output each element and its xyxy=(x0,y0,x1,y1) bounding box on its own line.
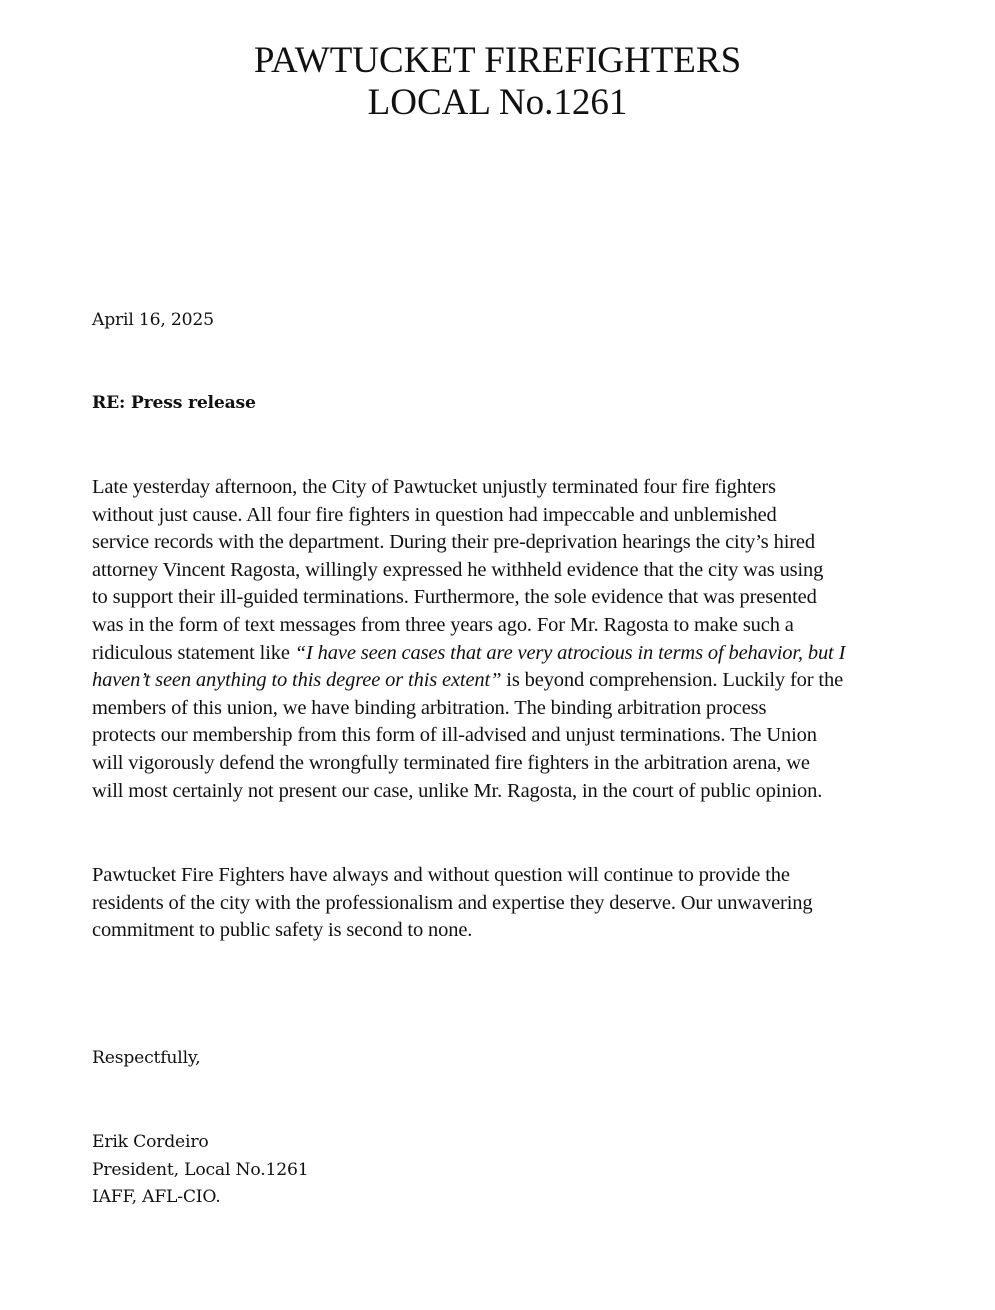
attorney-quote-part-1: “I have seen cases that are very atrocious in terms of behavior, but I xyxy=(294,641,846,664)
closing-salutation: Respectfully, xyxy=(92,1048,201,1068)
paragraph-line xyxy=(92,667,952,695)
paragraph-line: residents of the city with the professionalism and expertise they deserve. Our unwavering xyxy=(92,891,813,914)
letterhead-local-number: LOCAL No.1261 xyxy=(367,82,628,123)
paragraph-line: Late yesterday afternoon, the City of Pawtucket unjustly terminated four fire fighters xyxy=(92,476,776,498)
paragraph-line xyxy=(92,640,952,668)
body-paragraph-2 xyxy=(92,862,952,945)
paragraph-line: was in the form of text messages from three years ago. For Mr. Ragosta to make such a xyxy=(92,613,794,636)
paragraph-line: without just cause. All four fire fighters in question had impeccable and unblemished xyxy=(92,503,777,526)
paragraph-line: will most certainly not present our case, unlike Mr. Ragosta, in the court of public opinion. xyxy=(92,779,823,802)
paragraph-line: will vigorously defend the wrongfully terminated fire fighters in the arbitration arena, we xyxy=(92,751,810,774)
signer-name: Erik Cordeiro xyxy=(92,1132,209,1152)
attorney-quote-part-2: haven’t seen anything to this degree or this extent” xyxy=(92,669,502,692)
paragraph-line: attorney Vincent Ragosta, willingly expressed he withheld evidence that the city was using xyxy=(92,558,824,581)
paragraph-line: commitment to public safety is second to none. xyxy=(92,919,473,942)
line-text: is beyond comprehension. Luckily for the xyxy=(501,669,844,692)
paragraph-line: service records with the department. During their pre-deprivation hearings the city’s hired xyxy=(92,531,815,554)
signature-block xyxy=(92,1129,952,1212)
signer-title: President, Local No.1261 xyxy=(92,1159,309,1180)
letterhead xyxy=(0,40,995,124)
paragraph-line: members of this union, we have binding arbitration. The binding arbitration process xyxy=(92,696,767,719)
line-text: ridiculous statement like xyxy=(92,641,295,664)
letter-date: April 16, 2025 xyxy=(92,310,214,330)
paragraph-line: protects our membership from this form of ill-advised and unjust terminations. The Union xyxy=(92,724,817,747)
body-paragraph-1 xyxy=(92,474,952,805)
letterhead-organization: PAWTUCKET FIREFIGHTERS xyxy=(253,40,742,81)
subject-line: RE: Press release xyxy=(92,393,256,413)
paragraph-line: Pawtucket Fire Fighters have always and without question will continue to provide the xyxy=(92,864,790,886)
paragraph-line: to support their ill-guided terminations. Furthermore, the sole evidence that was presented xyxy=(92,586,817,609)
signer-affiliation: IAFF, AFL-CIO. xyxy=(92,1187,221,1208)
